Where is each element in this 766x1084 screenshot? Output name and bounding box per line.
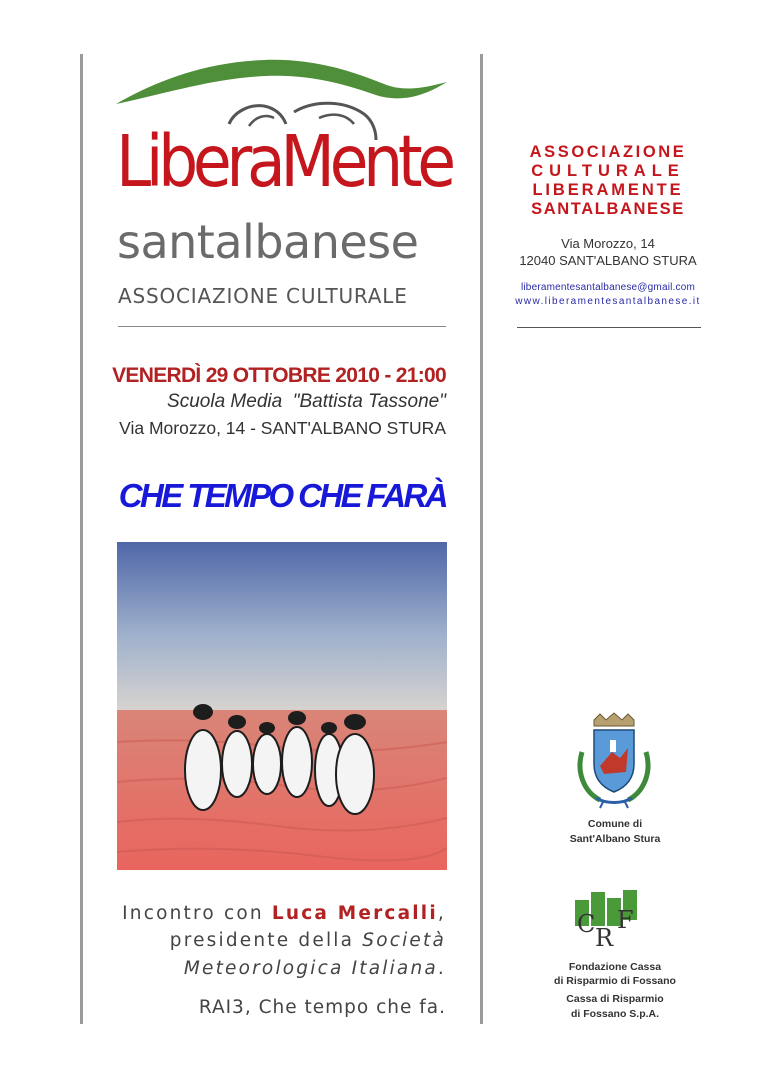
- assoc-title-line-3: LIBERAMENTE: [532, 181, 684, 199]
- crf-foundation-logo: [573, 888, 645, 950]
- society-name-part2: Meteorologica Italiana: [183, 958, 438, 979]
- left-border-line: [80, 54, 83, 1024]
- municipal-crest-icon: [570, 712, 658, 812]
- divider: [517, 327, 701, 328]
- logo-liberamente: LiberaMente: [116, 120, 451, 203]
- fondazione-line-2: di Risparmio di Fossano: [554, 975, 676, 987]
- logo-tagline: ASSOCIAZIONE CULTURALE: [118, 284, 408, 308]
- logo-santalbanese: santalbanese: [117, 215, 419, 269]
- event-address: Via Morozzo, 14 - SANT'ALBANO STURA: [119, 418, 446, 438]
- assoc-street: Via Morozzo, 14: [561, 236, 655, 251]
- comune-label-line-1: Comune di: [587, 818, 643, 830]
- intro-text: Incontro con: [122, 903, 272, 924]
- poster-main-column: [84, 0, 480, 1084]
- assoc-city: 12040 SANT'ALBANO STURA: [519, 253, 697, 268]
- assoc-website-link[interactable]: www.liberamentesantalbanese.it: [515, 296, 701, 307]
- assoc-title-line-1: ASSOCIAZIONE: [529, 143, 687, 161]
- cassa-line-2: di Fossano S.p.A.: [570, 1008, 660, 1020]
- cassa-line-1: Cassa di Risparmio: [566, 993, 664, 1005]
- crf-letter-c: C: [577, 910, 596, 938]
- speaker-line: [84, 903, 446, 924]
- society-name-part1: Società: [362, 930, 446, 951]
- speaker-role-line: [84, 930, 446, 951]
- fondazione-line-1: Fondazione Cassa: [568, 961, 662, 973]
- crf-letter-r: R: [595, 924, 614, 950]
- society-line: [84, 958, 446, 979]
- assoc-title-line-2: CULTURALE: [531, 162, 685, 180]
- intro-suffix: ,: [437, 903, 446, 924]
- column-divider-line: [480, 54, 483, 1024]
- comune-label-line-2: Sant'Albano Stura: [569, 833, 661, 845]
- event-venue: Scuola Media "Battista Tassone": [167, 391, 446, 412]
- event-date: VENERDÌ 29 OTTOBRE 2010 - 21:00: [112, 364, 446, 387]
- divider: [118, 326, 446, 327]
- crf-letter-f: F: [617, 906, 634, 934]
- tv-show-line: RAI3, Che tempo che fa.: [198, 997, 446, 1018]
- role-text: presidente della: [169, 930, 363, 951]
- assoc-title-line-4: SANTALBANESE: [531, 200, 685, 218]
- assoc-email-link[interactable]: liberamentesantalbanese@gmail.com: [520, 282, 696, 293]
- event-title: CHE TEMPO CHE FARÀ: [118, 477, 446, 514]
- speaker-name: Luca Mercalli: [271, 903, 438, 924]
- society-suffix: .: [437, 958, 446, 979]
- penguins-photo: [117, 542, 447, 870]
